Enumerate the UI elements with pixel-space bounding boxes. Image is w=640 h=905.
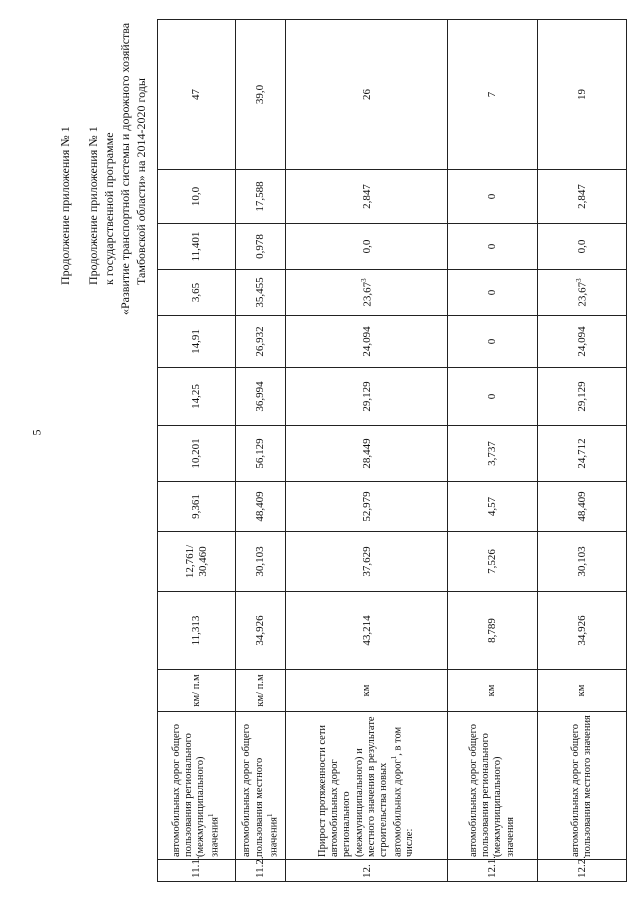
- value-text: 3,65: [190, 282, 203, 303]
- value-cell: [537, 426, 626, 482]
- indicator-name-text: автомобильных дорог общего пользования регионального (межмуниципального) значения: [171, 724, 221, 857]
- value-cell: [236, 482, 286, 532]
- value-text: 39,0: [254, 84, 267, 105]
- value-text: 2,847: [360, 184, 373, 209]
- value-text: 36,994: [254, 381, 267, 412]
- header-continuation: Продолжение приложения № 1: [58, 126, 72, 285]
- value-text: 4,57: [486, 496, 499, 517]
- table-row: [236, 20, 286, 882]
- value-cell: [286, 224, 448, 270]
- value-cell: [537, 224, 626, 270]
- value-text: 34,926: [575, 615, 588, 646]
- value-cell: [158, 426, 236, 482]
- value-cell: [236, 20, 286, 170]
- value-cell: [158, 20, 236, 170]
- value-text: 19: [575, 89, 588, 100]
- value-text: 26: [360, 89, 373, 100]
- value-cell: [448, 224, 537, 270]
- value-cell: [236, 170, 286, 224]
- value-text: 48,409: [575, 491, 588, 522]
- value-text: 3,737: [486, 441, 499, 466]
- value-text: 0: [486, 289, 499, 296]
- value-text: 0: [486, 338, 499, 345]
- row-number: 11.2.: [236, 860, 286, 882]
- value-text: 2,847: [575, 184, 588, 209]
- row-number: 12.: [286, 860, 448, 882]
- row-number: 12.2.: [537, 860, 626, 882]
- value-cell: [448, 368, 537, 426]
- value-cell: [537, 532, 626, 592]
- value-cell: [158, 482, 236, 532]
- value-cell: [236, 532, 286, 592]
- indicator-name: [537, 712, 626, 860]
- footnote-mark: 3: [359, 278, 368, 282]
- row-number: 11.1.: [158, 860, 236, 882]
- value-text: 24,094: [360, 326, 373, 357]
- indicator-name-text: автомобильных дорог общего пользования регионального (межмуниципального) значения: [468, 724, 516, 857]
- value-cell: [236, 426, 286, 482]
- value-text: 28,449: [360, 438, 373, 469]
- value-cell: [236, 270, 286, 316]
- indicator-name: [158, 712, 236, 860]
- value-text: 10,0: [190, 186, 203, 207]
- value-cell: [448, 482, 537, 532]
- value-text: 29,129: [575, 381, 588, 412]
- value-text: 11,401: [190, 231, 203, 262]
- value-cell: [448, 532, 537, 592]
- value-cell: [286, 532, 448, 592]
- unit-cell: км: [537, 670, 626, 712]
- value-cell: [448, 316, 537, 368]
- indicator-name-text: Прирост протяженности сети автомобильных дорог регионального (межмуниципального) и местного значения в результате строительства новых автомобильных дорог: [317, 716, 404, 857]
- value-cell: [448, 20, 537, 170]
- value-cell: [158, 592, 236, 670]
- value-cell: [286, 316, 448, 368]
- table-row: [158, 20, 236, 882]
- value-cell: [448, 270, 537, 316]
- unit-cell: км: [286, 670, 448, 712]
- value-cell: [537, 270, 626, 316]
- value-text: 48,409: [254, 491, 267, 522]
- value-cell: [537, 368, 626, 426]
- value-cell: [286, 170, 448, 224]
- unit-cell: км/ п.м: [158, 670, 236, 712]
- value-text: 47: [190, 89, 203, 100]
- value-text: 7,526: [486, 549, 499, 574]
- value-text: 23,67: [576, 281, 589, 307]
- indicators-table-wrapper: [157, 20, 627, 882]
- appendix-header: [58, 22, 168, 315]
- indicator-name-text: автомобильных дорог общего пользования местного значения: [569, 715, 593, 857]
- value-cell: [158, 368, 236, 426]
- value-text: 24,094: [575, 326, 588, 357]
- value-cell: [286, 368, 448, 426]
- value-cell: [236, 368, 286, 426]
- value-text: 37,629: [360, 546, 373, 577]
- value-cell: [286, 270, 448, 316]
- value-text: 0,0: [360, 239, 373, 254]
- header-line-2: к государственной программе: [102, 132, 116, 285]
- footnote-mark: 1: [207, 813, 216, 817]
- indicator-name: [236, 712, 286, 860]
- footnote-mark: 1: [389, 755, 398, 760]
- value-text: 14,91: [190, 329, 203, 354]
- value-text: 11,313: [190, 615, 203, 646]
- header-line-4: Тамбовской области» на 2014-2020 годы: [134, 78, 148, 285]
- value-text: 0: [486, 393, 499, 400]
- value-cell: [537, 316, 626, 368]
- value-text: 17,588: [254, 181, 267, 212]
- value-cell: [236, 592, 286, 670]
- value-cell: [537, 20, 626, 170]
- value-cell: [448, 592, 537, 670]
- value-cell: [158, 224, 236, 270]
- value-text: 34,926: [254, 615, 267, 646]
- page-number: 5: [29, 429, 44, 436]
- value-cell: [286, 482, 448, 532]
- value-text: 7: [486, 91, 499, 98]
- value-cell: [286, 20, 448, 170]
- value-cell: [236, 316, 286, 368]
- table-row: [286, 20, 448, 882]
- value-cell: [158, 532, 236, 592]
- table-row: [448, 20, 537, 882]
- value-text: 52,979: [360, 491, 373, 522]
- value-cell: [537, 482, 626, 532]
- value-text: 24,712: [575, 438, 588, 469]
- value-cell: [537, 592, 626, 670]
- value-text: 0,978: [254, 234, 267, 259]
- value-text: 10,201: [190, 438, 203, 469]
- value-text: 30,103: [254, 546, 267, 577]
- row-number: 12.1.: [448, 860, 537, 882]
- value-cell: [236, 224, 286, 270]
- indicator-name: [286, 712, 448, 860]
- value-text: 14,25: [190, 384, 203, 409]
- value-text: 8,789: [486, 618, 499, 643]
- value-cell: [286, 426, 448, 482]
- value-text: 0: [486, 243, 499, 250]
- value-cell: [158, 270, 236, 316]
- value-cell: [158, 316, 236, 368]
- value-text: 9,361: [190, 494, 203, 519]
- value-text: 12,761/ 30,460: [183, 544, 209, 579]
- indicators-table: [157, 19, 627, 882]
- value-text: 0: [486, 193, 499, 200]
- unit-cell: км/ п.м: [236, 670, 286, 712]
- header-line-1: Продолжение приложения № 1: [86, 126, 100, 285]
- value-text: 26,932: [254, 326, 267, 357]
- footnote-mark: 3: [574, 278, 583, 282]
- header-line-3: «Развитие транспортной системы и дорожного хозяйства: [118, 22, 132, 315]
- value-cell: [286, 592, 448, 670]
- value-text: 0,0: [575, 239, 588, 254]
- value-text: 30,103: [575, 546, 588, 577]
- indicator-name: [448, 712, 537, 860]
- value-text: 29,129: [360, 381, 373, 412]
- value-cell: [448, 170, 537, 224]
- value-cell: [448, 426, 537, 482]
- unit-cell: км: [448, 670, 537, 712]
- value-cell: [158, 170, 236, 224]
- value-text: 56,129: [254, 438, 267, 469]
- indicator-name-text: автомобильных дорог общего пользования местного значения: [241, 724, 280, 857]
- footnote-mark: 1: [265, 813, 274, 817]
- value-text: 23,67: [361, 281, 374, 307]
- table-row: [537, 20, 626, 882]
- value-text: 43,214: [360, 615, 373, 646]
- value-cell: [537, 170, 626, 224]
- indicator-name-tail: , в том числе:: [392, 726, 416, 857]
- value-text: 35,455: [254, 277, 267, 308]
